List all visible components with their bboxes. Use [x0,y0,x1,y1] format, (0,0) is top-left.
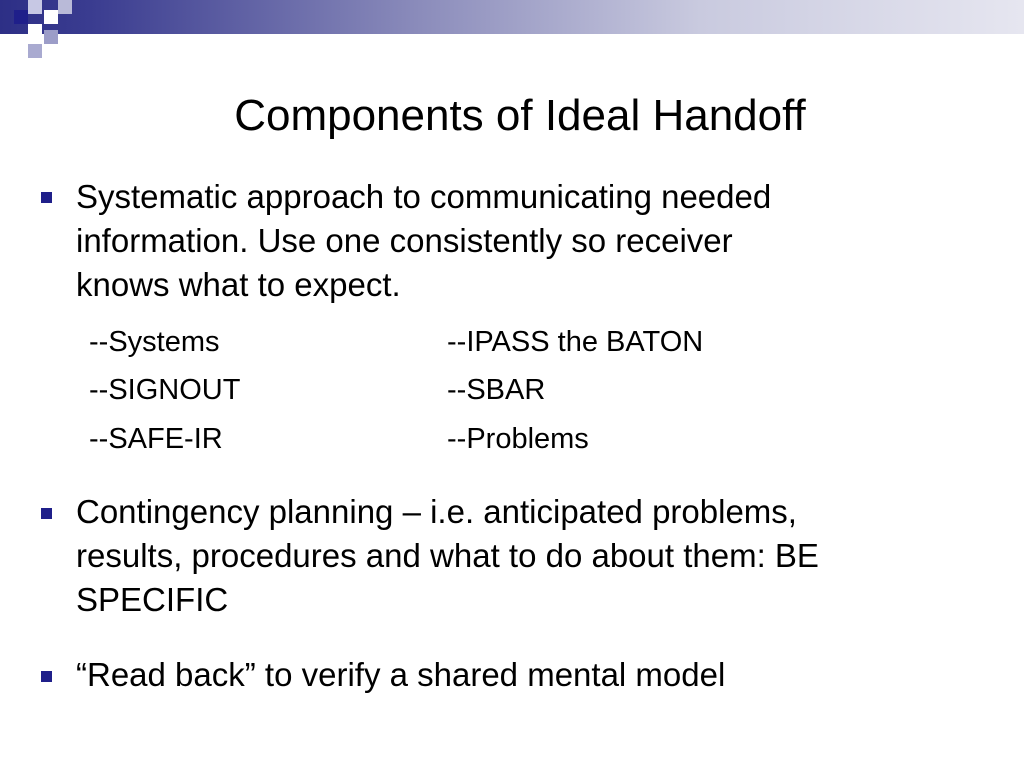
systems-item: --SBAR [447,374,546,406]
bullet-line: Contingency planning – i.e. anticipated problems, [76,493,797,530]
square-bullet-icon [41,192,52,203]
logo-square-dark [14,10,28,24]
logo-square-mid [44,30,58,44]
bullet-line: SPECIFIC [76,581,229,618]
bullet-line: “Read back” to verify a shared mental model [76,656,726,693]
systems-item: --Problems [447,423,589,455]
systems-item: --IPASS the BATON [447,326,704,358]
systems-item: --SIGNOUT [89,374,241,406]
square-bullet-icon [41,671,52,682]
logo-square-light [28,0,42,14]
bullet-line: results, procedures and what to do about them: BE [76,537,819,574]
systems-item: --SAFE-IR [89,423,223,455]
logo-square-white [44,10,58,24]
bullet-line: Systematic approach to communicating needed [76,178,772,215]
systems-item: --Systems [89,326,220,358]
bullet-line: knows what to expect. [76,266,401,303]
bullet-text-systematic-approach [76,175,1006,307]
logo-square-light [58,0,72,14]
slide-title: Components of Ideal Handoff [234,91,806,140]
bullet-text-read-back [76,653,1006,697]
logo-square-white [28,24,42,38]
logo-square-light [28,44,42,58]
square-bullet-icon [41,508,52,519]
bullet-line: information. Use one consistently so receiver [76,222,733,259]
bullet-text-contingency-planning [76,490,1006,622]
header-gradient-bar [0,0,1024,34]
